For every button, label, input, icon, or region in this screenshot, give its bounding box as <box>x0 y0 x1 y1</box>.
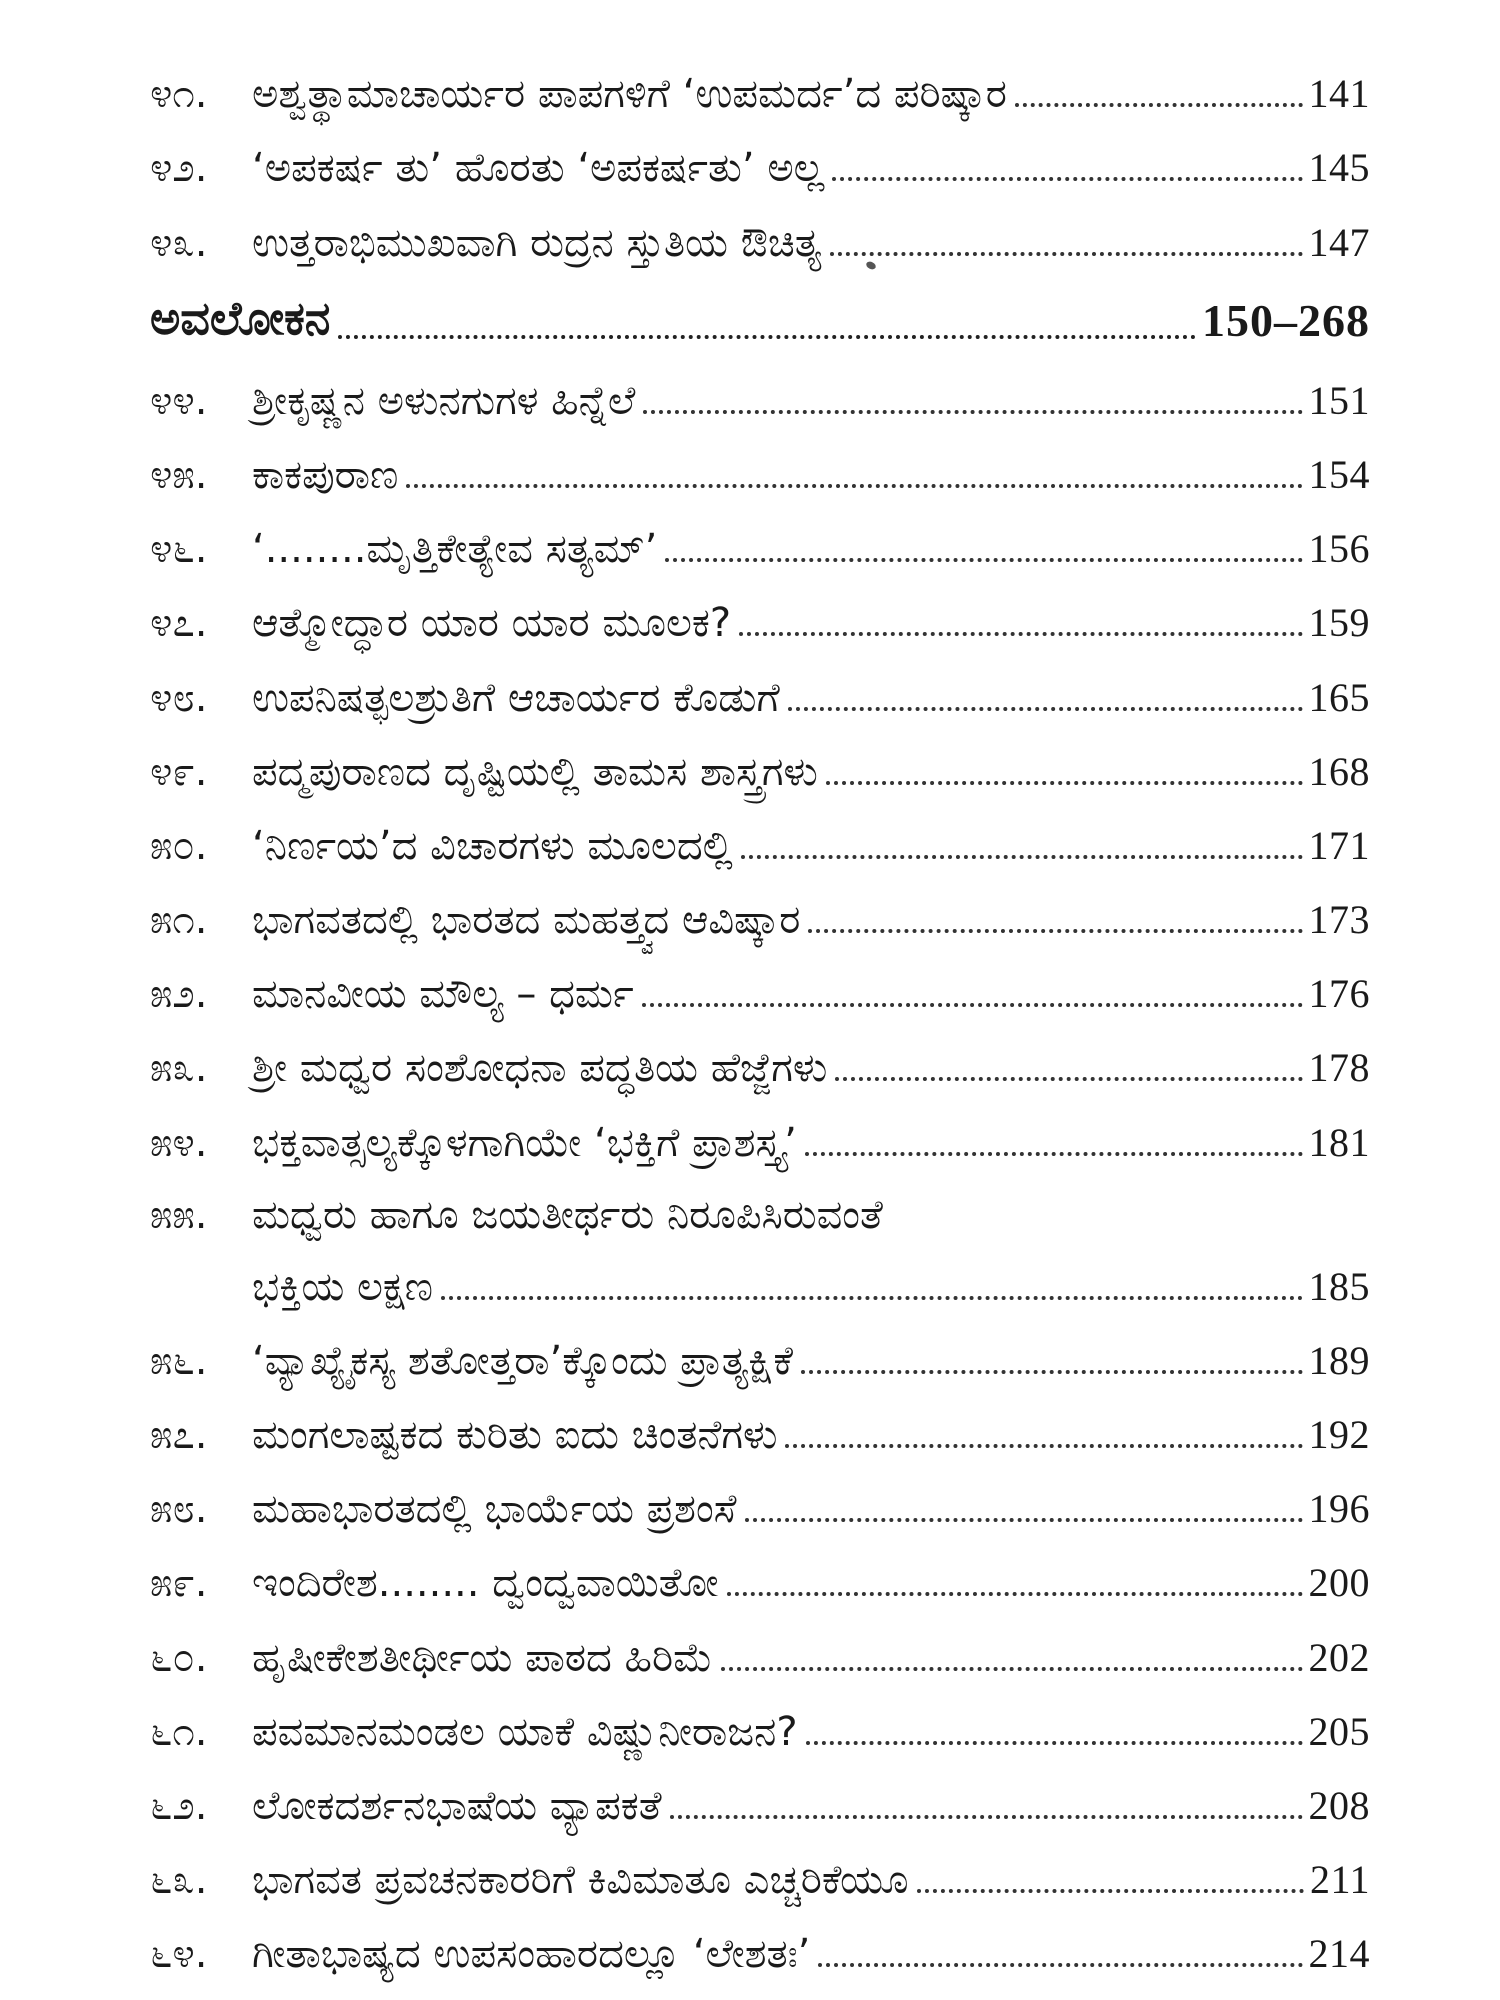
entry-title: ಭಾಗವತದಲ್ಲಿ ಭಾರತದ ಮಹತ್ತ್ವದ ಆವಿಷ್ಕಾರ <box>252 897 801 944</box>
entry-title: ಆತ್ಮೋದ್ಧಾರ ಯಾರ ಯಾರ ಮೂಲಕ? <box>252 600 732 647</box>
dot-leader <box>643 410 1302 414</box>
entry-page: 156 <box>1308 526 1370 572</box>
dot-leader <box>826 781 1303 785</box>
entry-line <box>150 1235 1370 1310</box>
dot-leader <box>745 1518 1303 1522</box>
dot-leader <box>739 632 1302 636</box>
toc-entry <box>150 114 1370 192</box>
entry-title: ಮಹಾಭಾರತದಲ್ಲಿ ಭಾರ್ಯೆಯ ಪ್ರಶಂಸೆ <box>252 1486 737 1533</box>
dot-leader <box>721 1667 1303 1671</box>
entry-title: ‘ವ್ಯಾಖ್ಯೈಕಸ್ಯ ಶತೋತ್ತರಾ’ಕ್ಕೊಂದು ಪ್ರಾತ್ಯಕ್ಷಿಕೆ <box>252 1337 793 1384</box>
entry-title: ಗೀತಾಭಾಷ್ಯದ ಉಪಸಂಹಾರದಲ್ಲೂ ‘ಲೇಶತಃ’ <box>252 1931 811 1978</box>
entry-page: 192 <box>1308 1412 1370 1457</box>
dot-leader <box>805 1152 1303 1156</box>
dot-leader <box>665 558 1302 562</box>
dot-leader <box>818 1963 1302 1967</box>
dot-leader <box>338 335 1196 339</box>
entry-page: 178 <box>1308 1045 1370 1091</box>
toc-entry <box>150 718 1370 795</box>
entry-title: ‘ಅಪಕರ್ಷ ತು’ ಹೊರತು ‘ಅಪಕರ್ಷತು’ ಅಲ್ಲ <box>252 145 825 192</box>
entry-page: 173 <box>1308 897 1370 943</box>
entry-title: ಮಾನವೀಯ ಮೌಲ್ಯ – ಧರ್ಮ <box>252 971 634 1018</box>
entry-number: ೬೧. <box>150 1708 208 1755</box>
entry-number: ೪೬. <box>150 526 208 573</box>
toc-entry <box>150 1900 1370 1978</box>
entry-page: 154 <box>1308 451 1370 497</box>
entry-title: ಲೋಕದರ್ಶನಭಾಷೆಯ ವ್ಯಾಪಕತೆ <box>252 1782 662 1829</box>
entry-number: ೫೬. <box>150 1337 208 1384</box>
entry-page: 176 <box>1308 971 1370 1017</box>
entry-number: ೪೩. <box>150 219 208 266</box>
section-page-range: 150–268 <box>1202 294 1370 346</box>
toc-entry <box>150 1014 1370 1092</box>
dot-leader <box>830 252 1303 256</box>
entry-title: ಪದ್ಮಪುರಾಣದ ದೃಷ್ಟಿಯಲ್ಲಿ ತಾಮಸ ಶಾಸ್ತ್ರಗಳು <box>252 748 818 795</box>
toc-entry <box>150 40 1370 118</box>
toc-entry <box>150 866 1370 944</box>
dot-leader <box>832 177 1302 181</box>
entry-page: 159 <box>1308 600 1370 646</box>
toc-entry <box>150 1381 1370 1458</box>
entry-title: ಶ್ರೀ ಮಧ್ವರ ಸಂಶೋಧನಾ ಪದ್ಧತಿಯ ಹೆಜ್ಜೆಗಳು <box>252 1045 828 1092</box>
dot-leader <box>642 1003 1303 1007</box>
toc-entry <box>150 1088 1370 1166</box>
dot-leader <box>806 1741 1303 1745</box>
entry-number: ೪೭. <box>150 600 208 647</box>
dot-leader <box>835 1077 1302 1081</box>
entry-number: ೫೦. <box>150 822 208 869</box>
entry-page: 208 <box>1308 1782 1370 1828</box>
section-title: ಅವಲೋಕನ <box>150 290 331 345</box>
entry-number: ೬೪. <box>150 1931 208 1978</box>
entry-page: 151 <box>1308 377 1370 423</box>
dot-leader <box>727 1592 1303 1596</box>
dot-leader <box>917 1889 1304 1893</box>
toc-entry <box>150 1163 1370 1310</box>
toc-entry <box>150 1678 1370 1755</box>
entry-number: ೬೩. <box>150 1857 208 1904</box>
entry-number: ೪೮. <box>150 674 208 721</box>
dot-leader <box>670 1815 1303 1819</box>
entry-title: ಮಂಗಲಾಷ್ಟಕದ ಕುರಿತು ಐದು ಚಿಂತನೆಗಳು <box>252 1412 778 1458</box>
entry-number: ೫೭. <box>150 1412 208 1458</box>
entry-title: ಉಪನಿಷತ್ಫಲಶ್ರುತಿಗೆ ಆಚಾರ್ಯರ ಕೊಡುಗೆ <box>252 674 780 721</box>
entry-page: 145 <box>1308 145 1370 191</box>
entry-title: ಭಾಗವತ ಪ್ರವಚನಕಾರರಿಗೆ ಕಿವಿಮಾತೂ ಎಚ್ಚರಿಕೆಯೂ <box>252 1857 909 1904</box>
entry-title: ಉತ್ತರಾಭಿಮುಖವಾಗಿ ರುದ್ರನ ಸ್ತುತಿಯ ಔಚಿತ್ಯ <box>252 219 822 266</box>
entry-number: ೫೩. <box>150 1045 208 1092</box>
entry-number: ೪೨. <box>150 145 208 192</box>
entry-line <box>150 1163 1370 1238</box>
entry-number: ೪೪. <box>150 377 208 424</box>
entry-title: ಮಧ್ವರು ಹಾಗೂ ಜಯತೀರ್ಥರು ನಿರೂಪಿಸಿರುವಂತೆ <box>252 1191 883 1238</box>
entry-number: ೫೧. <box>150 897 208 944</box>
toc-entry <box>150 347 1370 424</box>
entry-number: ೫೯. <box>150 1560 208 1607</box>
entry-page: 200 <box>1308 1560 1370 1606</box>
dot-leader <box>406 484 1302 488</box>
entry-page: 185 <box>1308 1263 1370 1309</box>
toc-entry <box>150 569 1370 647</box>
toc-entry <box>150 1603 1370 1681</box>
entry-page: 147 <box>1308 219 1370 265</box>
entry-title: ‘ನಿರ್ಣಯ’ದ ವಿಚಾರಗಳು ಮೂಲದಲ್ಲಿ <box>252 822 733 869</box>
entry-title: ಹೃಷೀಕೇಶತೀರ್ಥೀಯ ಪಾಠದ ಹಿರಿಮೆ <box>252 1634 713 1681</box>
entry-number: ೫೪. <box>150 1119 208 1166</box>
toc-entry <box>150 495 1370 573</box>
entry-number: ೪೫. <box>150 451 208 498</box>
entry-page: 141 <box>1308 71 1370 117</box>
entry-page: 211 <box>1309 1857 1370 1903</box>
dot-leader <box>808 929 1302 933</box>
toc-entry <box>150 1307 1370 1384</box>
entry-page: 168 <box>1308 748 1370 794</box>
entry-page: 189 <box>1308 1337 1370 1383</box>
dot-leader <box>801 1370 1303 1374</box>
dot-leader <box>1015 103 1303 107</box>
entry-title: ‘........ಮೃತ್ತಿಕೇತ್ಯೇವ ಸತ್ಯಮ್’ <box>252 526 658 573</box>
entry-number: ೫೫. <box>150 1191 208 1238</box>
entry-number: ೪೯. <box>150 748 208 795</box>
toc-entry <box>150 421 1370 498</box>
entry-number: ೬೦. <box>150 1634 208 1681</box>
entry-page: 214 <box>1308 1931 1370 1977</box>
entry-title: ಶ್ರೀಕೃಷ್ಣನ ಅಳುನಗುಗಳ ಹಿನ್ನೆಲೆ <box>252 377 636 424</box>
entry-number: ೫೮. <box>150 1486 208 1533</box>
entry-number: ೬೨. <box>150 1782 208 1829</box>
entry-title: ಕಾಕಪುರಾಣ <box>252 451 399 498</box>
entry-page: 171 <box>1308 822 1370 868</box>
dot-leader <box>441 1296 1303 1300</box>
entry-title-continued: ಭಕ್ತಿಯ ಲಕ್ಷಣ <box>252 1263 433 1310</box>
entry-page: 202 <box>1308 1634 1370 1680</box>
section-heading <box>150 263 1370 347</box>
dot-leader <box>788 707 1303 711</box>
entry-page: 181 <box>1308 1119 1370 1165</box>
toc-entry <box>150 792 1370 869</box>
toc-entry <box>150 188 1370 266</box>
toc-entry <box>150 1455 1370 1533</box>
table-of-contents <box>150 40 1370 1978</box>
dot-leader <box>785 1444 1302 1448</box>
toc-entry <box>150 1752 1370 1829</box>
entry-page: 205 <box>1308 1708 1370 1754</box>
toc-entry <box>150 1826 1370 1904</box>
toc-entry <box>150 940 1370 1018</box>
entry-title: ಅಶ್ವತ್ಥಾಮಾಚಾರ್ಯರ ಪಾಪಗಳಿಗೆ ‘ಉಪಮರ್ದ’ದ ಪರಿಷ್ಕಾರ <box>252 71 1007 118</box>
entry-title: ಪವಮಾನಮಂಡಲ ಯಾಕೆ ವಿಷ್ಣುನೀರಾಜನ? <box>252 1708 798 1755</box>
entry-number: ೫೨. <box>150 971 208 1018</box>
entry-title: ಇಂದಿರೇಶ........ ದ್ವಂದ್ವವಾಯಿತೋ <box>252 1560 719 1607</box>
entry-number: ೪೧. <box>150 71 208 118</box>
entry-title: ಭಕ್ತವಾತ್ಸಲ್ಯಕ್ಕೊಳಗಾಗಿಯೇ ‘ಭಕ್ತಿಗೆ ಪ್ರಾಶಸ್ತ್ಯ’ <box>252 1119 797 1166</box>
entry-page: 196 <box>1308 1486 1370 1532</box>
entry-page: 165 <box>1308 674 1370 720</box>
dot-leader <box>741 855 1303 859</box>
toc-entry <box>150 1529 1370 1607</box>
toc-entry <box>150 643 1370 721</box>
